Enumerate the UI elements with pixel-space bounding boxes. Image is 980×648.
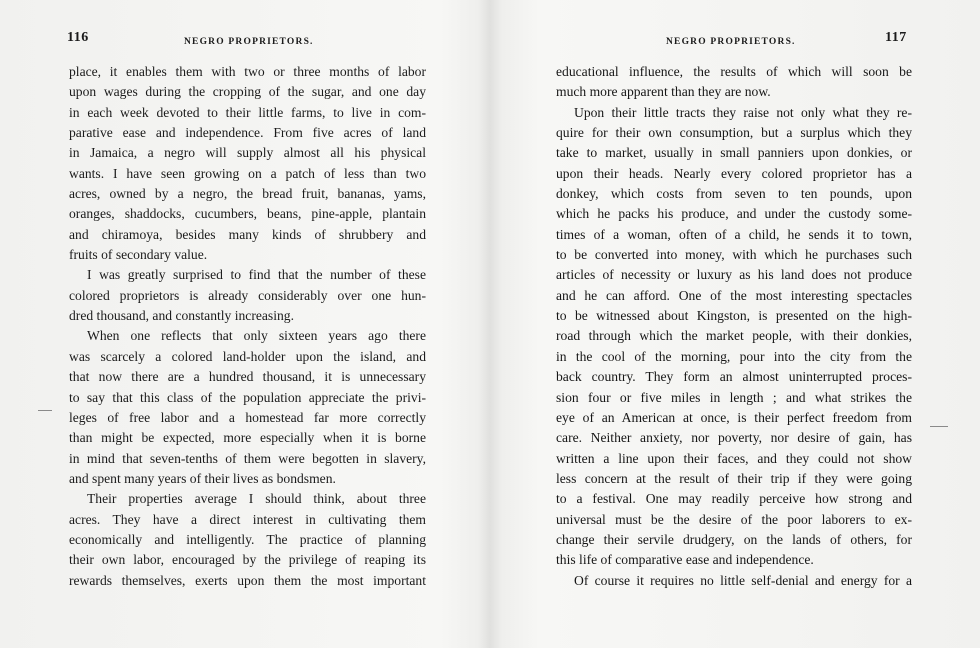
text-line: When one reflects that only sixteen years ago there: [87, 328, 426, 344]
text-line: to be converted into money, with which he purchases such: [556, 247, 912, 263]
text-line: much more apparent than they are now.: [556, 84, 771, 100]
text-line: sion four or five miles in length ; and what strikes the: [556, 389, 912, 405]
text-line: back country. They form an almost uninterrupted proces-: [556, 369, 912, 385]
text-line: to be witnessed about Kingston, is presented on the high-: [556, 308, 912, 324]
text-line: this life of comparative ease and independence.: [556, 552, 814, 568]
text-line: leges of free labor and a homestead far more correctly: [69, 409, 426, 425]
text-line: which he packs his produce, and under the custody some-: [556, 206, 912, 222]
text-line: less concern at the result of their trip if they were going: [556, 470, 912, 486]
text-line: Upon their little tracts they raise not only what they re-: [574, 104, 912, 120]
right-page: [490, 0, 980, 648]
text-line: I was greatly surprised to find that the number of these: [87, 267, 426, 283]
text-line: donkey, which costs from seven to ten pounds, upon: [556, 186, 912, 202]
text-line: their own labor, encouraged by the privilege of reaping its: [69, 552, 426, 568]
text-line: educational influence, the results of which will soon be: [556, 64, 912, 79]
text-line: acres, owned by a negro, the bread fruit, bananas, yams,: [69, 186, 426, 202]
text-line: take to market, usually in small panniers upon donkies, or: [556, 145, 912, 161]
text-line: in each week devoted to their little farms, to live in com-: [69, 104, 426, 120]
left-page-number: 116: [67, 30, 89, 45]
text-line: acres. They have a direct interest in cultivating them: [69, 511, 426, 527]
text-line: colored proprietors is already considerably over one hun-: [69, 287, 426, 303]
right-page-number: 117: [885, 30, 907, 45]
left-page-text: [69, 62, 426, 591]
text-line: wants. I have seen growing on a patch of less than two: [69, 165, 426, 181]
text-line: economically and intelligently. The practice of planning: [69, 531, 426, 547]
text-line: than might be expected, more especially when it is borne: [69, 430, 426, 446]
text-line: road through which the market people, with their donkies,: [556, 328, 912, 344]
text-line: in the cool of the morning, pour into the city from the: [556, 348, 912, 364]
text-line: universal must be the desire of the poor laborers to ex-: [556, 511, 912, 527]
right-page-text: [556, 62, 912, 591]
text-line: quire for their own consumption, but a surplus which they: [556, 125, 912, 141]
text-line: articles of necessity or luxury as his land does not produce: [556, 267, 912, 283]
text-line: upon their heads. Nearly every colored proprietor has a: [556, 165, 912, 181]
text-line: to say that this class of the population appreciate the privi-: [69, 389, 426, 405]
text-line: eye of an American at once, is their perfect freedom from: [556, 409, 912, 425]
text-line: change their servile drudgery, on the lands of others, for: [556, 531, 912, 547]
text-line: care. Neither anxiety, nor poverty, nor desire of gain, has: [556, 430, 912, 446]
text-line: written a line upon their faces, and they could not show: [556, 450, 912, 466]
text-line: rewards themselves, exerts upon them the most important: [69, 572, 426, 588]
right-running-head: NEGRO PROPRIETORS.: [666, 37, 796, 47]
text-line: was scarcely a colored land-holder upon the island, and: [69, 348, 426, 364]
text-line: parative ease and independence. From five acres of land: [69, 125, 426, 141]
text-line: in Jamaica, a negro will supply almost all his physical: [69, 145, 426, 161]
margin-mark: [930, 426, 948, 427]
text-line: fruits of secondary value.: [69, 247, 208, 263]
text-line: that now there are a hundred thousand, it is unnecessary: [69, 369, 426, 385]
text-line: Their properties average I should think, about three: [87, 491, 426, 507]
margin-mark: [38, 410, 52, 411]
left-running-head: NEGRO PROPRIETORS.: [184, 37, 314, 47]
text-line: dred thousand, and constantly increasing.: [69, 308, 294, 324]
text-line: oranges, shaddocks, cucumbers, beans, pine-apple, plantain: [69, 206, 426, 222]
text-line: to a festival. One may readily perceive how strong and: [556, 491, 912, 507]
text-line: place, it enables them with two or three months of labor: [69, 64, 426, 79]
text-line: in mind that seven-tenths of them were begotten in slavery,: [69, 450, 426, 466]
text-line: upon wages during the cropping of the sugar, and one day: [69, 84, 426, 100]
text-line: and he can afford. One of the most interesting spectacles: [556, 287, 912, 303]
text-line: and chiramoya, besides many kinds of shrubbery and: [69, 226, 426, 242]
text-line: Of course it requires no little self-denial and energy for a: [574, 572, 912, 588]
text-line: and spent many years of their lives as bondsmen.: [69, 470, 336, 486]
text-line: times of a woman, often of a child, he sends it to town,: [556, 226, 912, 242]
